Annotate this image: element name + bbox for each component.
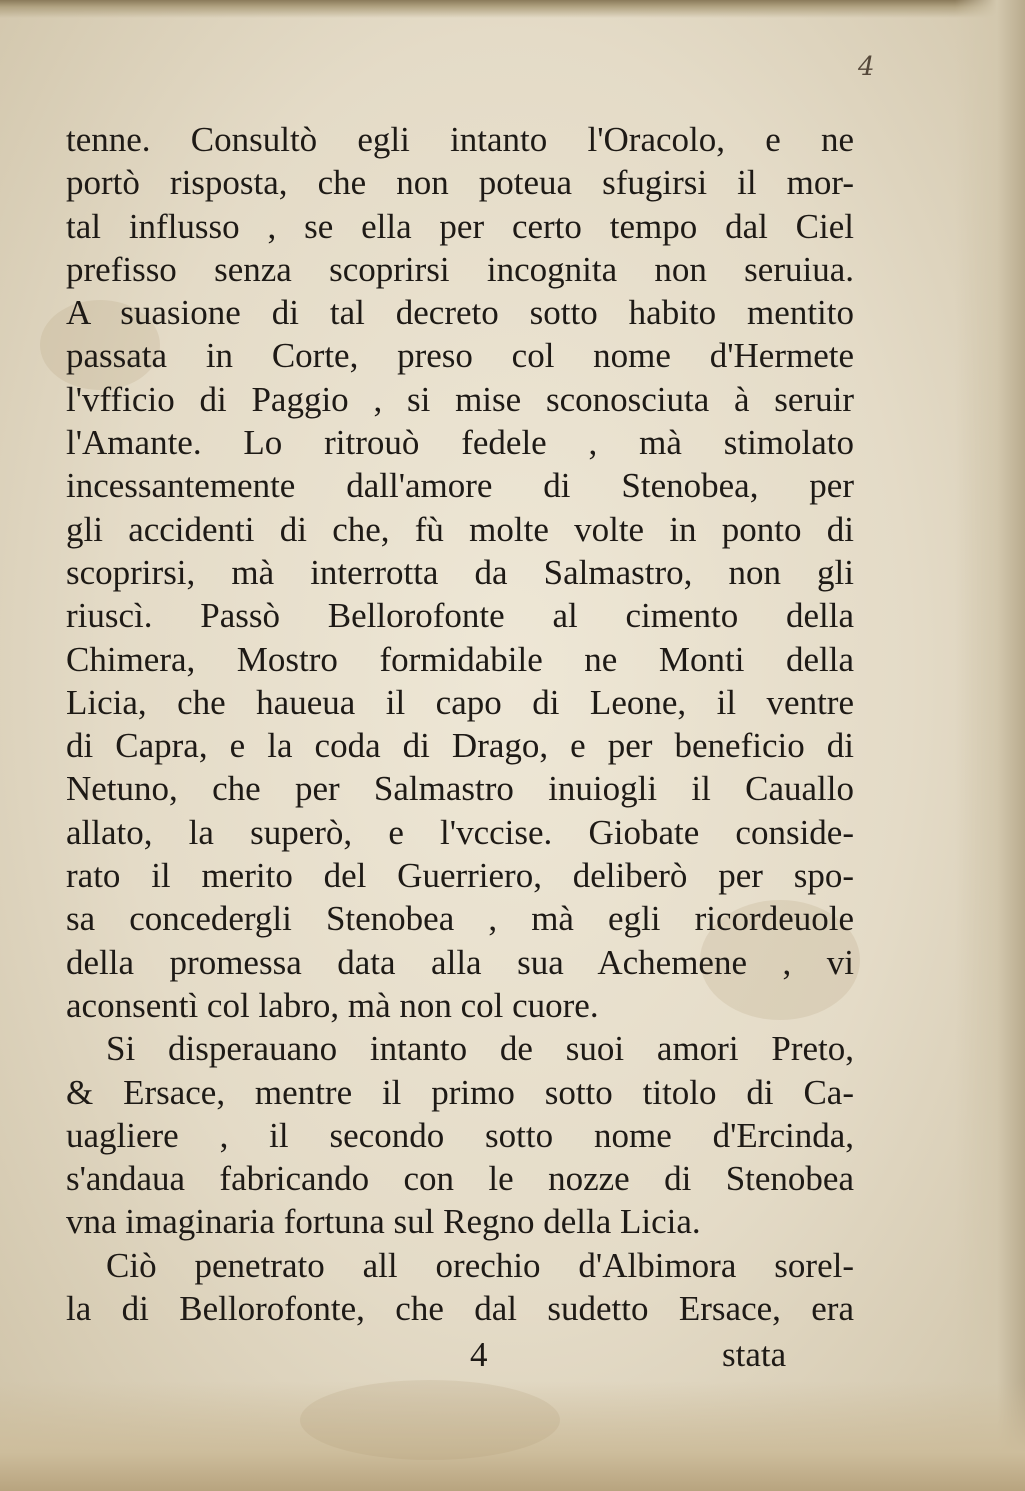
text-line: passata in Corte, preso col nome d'Hermete: [66, 336, 854, 376]
text-line: l'vfficio di Paggio , si mise sconosciuta à seruir: [66, 379, 854, 419]
catchword: stata: [722, 1335, 787, 1374]
paper-stain: [300, 1380, 560, 1460]
signature-mark: 4: [470, 1335, 488, 1374]
text-line: incessantemente dall'amore di Stenobea, per: [66, 466, 854, 506]
text-line: di Capra, e la coda di Drago, e per beneficio di: [66, 726, 854, 766]
text-line: allato, la superò, e l'vccise. Giobate conside-: [66, 812, 854, 852]
text-line: portò risposta, che non poteua sfugirsi il mor-: [66, 163, 854, 203]
text-line: sa concedergli Stenobea , mà egli ricordeuole: [66, 899, 854, 939]
text-line: prefisso senza scoprirsi incognita non seruiua.: [66, 249, 854, 289]
text-line: Ciò penetrato all orechio d'Albimora sorel-: [106, 1245, 854, 1285]
body-text: [66, 118, 854, 1330]
text-line: s'andaua fabricando con le nozze di Stenobea: [66, 1159, 854, 1199]
page-right-edge: [955, 0, 1025, 1491]
text-line: Chimera, Mostro formidabile ne Monti della: [66, 639, 854, 679]
text-line: tenne. Consultò egli intanto l'Oracolo, e ne: [66, 120, 854, 159]
text-line: scoprirsi, mà interrotta da Salmastro, non gli: [66, 552, 854, 592]
page-footer: [0, 1335, 1025, 1379]
text-line: aconsentì col labro, mà non col cuore.: [66, 985, 599, 1025]
text-line: & Ersace, mentre il primo sotto titolo di Ca-: [66, 1072, 854, 1112]
text-line: A suasione di tal decreto sotto habito mentito: [66, 293, 854, 333]
text-line: l'Amante. Lo ritrouò fedele , mà stimolato: [66, 423, 854, 463]
text-line: tal influsso , se ella per certo tempo dal Ciel: [66, 206, 854, 246]
text-line: rato il merito del Guerriero, deliberò per spo-: [66, 856, 854, 896]
folio-number: 4: [858, 52, 875, 82]
text-line: Si disperauano intanto de suoi amori Preto,: [106, 1029, 854, 1069]
text-line: riuscì. Passò Bellorofonte al cimento della: [66, 596, 854, 636]
text-line: Licia, che haueua il capo di Leone, il ventre: [66, 682, 854, 722]
text-line: uagliere , il secondo sotto nome d'Ercinda,: [66, 1115, 854, 1155]
text-line: della promessa data alla sua Achemene , vi: [66, 942, 854, 982]
text-line: vna imaginaria fortuna sul Regno della Licia.: [66, 1202, 701, 1242]
page-top-edge: [0, 0, 1025, 18]
text-line: gli accidenti di che, fù molte volte in ponto di: [66, 509, 854, 549]
text-line: la di Bellorofonte, che dal sudetto Ersace, era: [66, 1289, 854, 1329]
text-line: Netuno, che per Salmastro inuiogli il Cauallo: [66, 769, 854, 809]
